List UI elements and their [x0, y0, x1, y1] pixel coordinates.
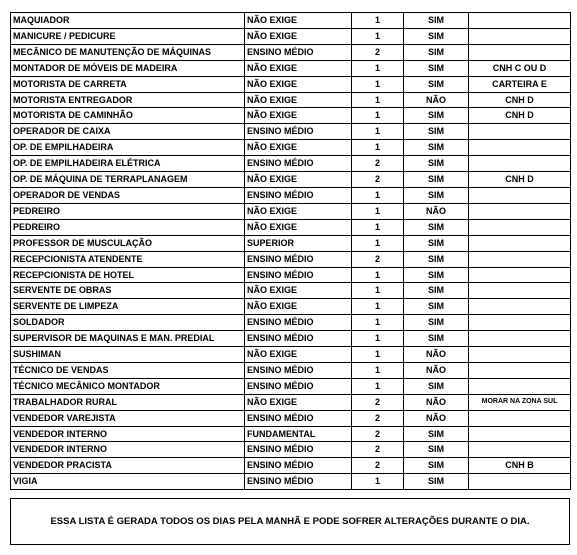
- experience-cell: NÃO: [404, 347, 469, 363]
- requirement-cell: [469, 362, 571, 378]
- table-row: [11, 442, 571, 458]
- education-cell: NÃO EXIGE: [245, 92, 352, 108]
- experience-cell: SIM: [404, 60, 469, 76]
- vacancies-cell: 2: [352, 394, 404, 410]
- experience-cell: SIM: [404, 44, 469, 60]
- vacancies-cell: 1: [352, 92, 404, 108]
- vacancies-cell: 2: [352, 410, 404, 426]
- job-title-cell: MANICURE / PEDICURE: [11, 28, 245, 44]
- requirement-cell: [469, 203, 571, 219]
- table-row: [11, 203, 571, 219]
- job-title-cell: VENDEDOR PRACISTA: [11, 458, 245, 474]
- education-cell: NÃO EXIGE: [245, 140, 352, 156]
- requirement-cell: [469, 124, 571, 140]
- table-row: [11, 458, 571, 474]
- vacancies-cell: 1: [352, 108, 404, 124]
- table-row: [11, 28, 571, 44]
- table-row: [11, 140, 571, 156]
- education-cell: ENSINO MÉDIO: [245, 156, 352, 172]
- education-cell: ENSINO MÉDIO: [245, 44, 352, 60]
- education-cell: ENSINO MÉDIO: [245, 442, 352, 458]
- experience-cell: SIM: [404, 426, 469, 442]
- vacancies-cell: 1: [352, 315, 404, 331]
- vacancies-cell: 2: [352, 251, 404, 267]
- vacancies-cell: 2: [352, 442, 404, 458]
- table-row: [11, 156, 571, 172]
- requirement-cell: [469, 315, 571, 331]
- education-cell: ENSINO MÉDIO: [245, 267, 352, 283]
- vacancies-cell: 1: [352, 28, 404, 44]
- education-cell: FUNDAMENTAL: [245, 426, 352, 442]
- job-title-cell: VIGIA: [11, 474, 245, 490]
- requirement-cell: [469, 251, 571, 267]
- vacancies-cell: 1: [352, 219, 404, 235]
- job-title-cell: SUSHIMAN: [11, 347, 245, 363]
- requirement-cell: CARTEIRA E: [469, 76, 571, 92]
- education-cell: NÃO EXIGE: [245, 172, 352, 188]
- requirement-cell: [469, 235, 571, 251]
- vacancies-cell: 1: [352, 60, 404, 76]
- education-cell: ENSINO MÉDIO: [245, 378, 352, 394]
- requirement-cell: [469, 410, 571, 426]
- job-title-cell: MOTORISTA DE CARRETA: [11, 76, 245, 92]
- vacancies-cell: 1: [352, 203, 404, 219]
- experience-cell: SIM: [404, 442, 469, 458]
- job-title-cell: PROFESSOR DE MUSCULAÇÃO: [11, 235, 245, 251]
- requirement-cell: [469, 28, 571, 44]
- experience-cell: SIM: [404, 13, 469, 29]
- education-cell: NÃO EXIGE: [245, 299, 352, 315]
- job-title-cell: TÉCNICO DE VENDAS: [11, 362, 245, 378]
- experience-cell: NÃO: [404, 92, 469, 108]
- table-row: [11, 267, 571, 283]
- experience-cell: SIM: [404, 187, 469, 203]
- job-title-cell: VENDEDOR INTERNO: [11, 442, 245, 458]
- vacancies-cell: 1: [352, 76, 404, 92]
- table-row: [11, 426, 571, 442]
- requirement-cell: CNH D: [469, 92, 571, 108]
- table-row: [11, 44, 571, 60]
- experience-cell: SIM: [404, 28, 469, 44]
- experience-cell: NÃO: [404, 394, 469, 410]
- requirement-cell: [469, 219, 571, 235]
- experience-cell: SIM: [404, 299, 469, 315]
- education-cell: NÃO EXIGE: [245, 13, 352, 29]
- experience-cell: SIM: [404, 251, 469, 267]
- job-title-cell: MAQUIADOR: [11, 13, 245, 29]
- job-title-cell: OPERADOR DE VENDAS: [11, 187, 245, 203]
- experience-cell: SIM: [404, 458, 469, 474]
- vacancies-cell: 2: [352, 458, 404, 474]
- table-row: [11, 124, 571, 140]
- vacancies-cell: 1: [352, 267, 404, 283]
- requirement-cell: [469, 442, 571, 458]
- table-row: [11, 362, 571, 378]
- requirement-cell: CNH D: [469, 108, 571, 124]
- requirement-cell: [469, 44, 571, 60]
- table-row: [11, 347, 571, 363]
- table-row: [11, 92, 571, 108]
- requirement-cell: [469, 187, 571, 203]
- job-title-cell: MOTORISTA DE CAMINHÃO: [11, 108, 245, 124]
- table-row: [11, 219, 571, 235]
- requirement-cell: [469, 156, 571, 172]
- education-cell: NÃO EXIGE: [245, 76, 352, 92]
- job-title-cell: PEDREIRO: [11, 219, 245, 235]
- vacancies-cell: 2: [352, 426, 404, 442]
- education-cell: ENSINO MÉDIO: [245, 362, 352, 378]
- job-list-sheet: [10, 12, 570, 490]
- vacancies-cell: 1: [352, 347, 404, 363]
- education-cell: ENSINO MÉDIO: [245, 251, 352, 267]
- education-cell: ENSINO MÉDIO: [245, 331, 352, 347]
- education-cell: NÃO EXIGE: [245, 108, 352, 124]
- requirement-cell: CNH C OU D: [469, 60, 571, 76]
- requirement-cell: CNH B: [469, 458, 571, 474]
- experience-cell: SIM: [404, 219, 469, 235]
- job-title-cell: VENDEDOR INTERNO: [11, 426, 245, 442]
- footer-note-box: [10, 498, 570, 545]
- vacancies-cell: 1: [352, 187, 404, 203]
- vacancies-cell: 1: [352, 474, 404, 490]
- table-row: [11, 315, 571, 331]
- education-cell: ENSINO MÉDIO: [245, 124, 352, 140]
- job-title-cell: TRABALHADOR RURAL: [11, 394, 245, 410]
- education-cell: NÃO EXIGE: [245, 28, 352, 44]
- vacancies-cell: 2: [352, 44, 404, 60]
- requirement-cell: [469, 140, 571, 156]
- vacancies-cell: 1: [352, 13, 404, 29]
- requirement-cell: [469, 474, 571, 490]
- job-vacancies-table: [10, 12, 571, 490]
- table-row: [11, 394, 571, 410]
- vacancies-cell: 1: [352, 124, 404, 140]
- job-title-cell: OP. DE EMPILHADEIRA ELÉTRICA: [11, 156, 245, 172]
- vacancies-cell: 1: [352, 235, 404, 251]
- job-title-cell: OP. DE EMPILHADEIRA: [11, 140, 245, 156]
- job-title-cell: SERVENTE DE OBRAS: [11, 283, 245, 299]
- job-title-cell: SUPERVISOR DE MAQUINAS E MAN. PREDIAL: [11, 331, 245, 347]
- footer-note: ESSA LISTA É GERADA TODOS OS DIAS PELA MANHÃ E PODE SOFRER ALTERAÇÕES DURANTE O DIA.: [50, 516, 530, 527]
- education-cell: NÃO EXIGE: [245, 394, 352, 410]
- table-row: [11, 235, 571, 251]
- requirement-cell: [469, 331, 571, 347]
- education-cell: SUPERIOR: [245, 235, 352, 251]
- job-title-cell: OPERADOR DE CAIXA: [11, 124, 245, 140]
- vacancies-cell: 1: [352, 362, 404, 378]
- job-title-cell: OP. DE MÁQUINA DE TERRAPLANAGEM: [11, 172, 245, 188]
- education-cell: NÃO EXIGE: [245, 203, 352, 219]
- experience-cell: SIM: [404, 108, 469, 124]
- requirement-cell: [469, 426, 571, 442]
- table-row: [11, 299, 571, 315]
- requirement-cell: CNH D: [469, 172, 571, 188]
- table-row: [11, 60, 571, 76]
- experience-cell: NÃO: [404, 203, 469, 219]
- job-title-cell: MOTORISTA ENTREGADOR: [11, 92, 245, 108]
- education-cell: ENSINO MÉDIO: [245, 458, 352, 474]
- vacancies-cell: 1: [352, 331, 404, 347]
- job-title-cell: PEDREIRO: [11, 203, 245, 219]
- vacancies-cell: 1: [352, 378, 404, 394]
- job-title-cell: MONTADOR DE MÓVEIS DE MADEIRA: [11, 60, 245, 76]
- requirement-cell: [469, 378, 571, 394]
- job-title-cell: SERVENTE DE LIMPEZA: [11, 299, 245, 315]
- education-cell: ENSINO MÉDIO: [245, 187, 352, 203]
- requirement-cell: [469, 299, 571, 315]
- table-row: [11, 13, 571, 29]
- experience-cell: SIM: [404, 378, 469, 394]
- requirement-cell: [469, 267, 571, 283]
- job-title-cell: RECEPCIONISTA DE HOTEL: [11, 267, 245, 283]
- experience-cell: SIM: [404, 315, 469, 331]
- experience-cell: NÃO: [404, 410, 469, 426]
- job-title-cell: VENDEDOR VAREJISTA: [11, 410, 245, 426]
- education-cell: NÃO EXIGE: [245, 219, 352, 235]
- job-title-cell: RECEPCIONISTA ATENDENTE: [11, 251, 245, 267]
- table-row: [11, 410, 571, 426]
- experience-cell: SIM: [404, 156, 469, 172]
- experience-cell: SIM: [404, 331, 469, 347]
- table-row: [11, 108, 571, 124]
- vacancies-cell: 2: [352, 156, 404, 172]
- experience-cell: SIM: [404, 76, 469, 92]
- requirement-cell: MORAR NA ZONA SUL: [469, 394, 571, 410]
- education-cell: NÃO EXIGE: [245, 283, 352, 299]
- table-row: [11, 474, 571, 490]
- vacancies-cell: 1: [352, 283, 404, 299]
- requirement-cell: [469, 13, 571, 29]
- table-row: [11, 331, 571, 347]
- education-cell: NÃO EXIGE: [245, 60, 352, 76]
- table-row: [11, 251, 571, 267]
- experience-cell: NÃO: [404, 362, 469, 378]
- vacancies-cell: 1: [352, 299, 404, 315]
- table-row: [11, 76, 571, 92]
- experience-cell: SIM: [404, 172, 469, 188]
- experience-cell: SIM: [404, 267, 469, 283]
- table-row: [11, 283, 571, 299]
- education-cell: NÃO EXIGE: [245, 347, 352, 363]
- table-row: [11, 172, 571, 188]
- job-title-cell: TÉCNICO MECÂNICO MONTADOR: [11, 378, 245, 394]
- education-cell: ENSINO MÉDIO: [245, 315, 352, 331]
- experience-cell: SIM: [404, 140, 469, 156]
- requirement-cell: [469, 347, 571, 363]
- experience-cell: SIM: [404, 124, 469, 140]
- job-title-cell: MECÂNICO DE MANUTENÇÃO DE MÁQUINAS: [11, 44, 245, 60]
- vacancies-cell: 2: [352, 172, 404, 188]
- experience-cell: SIM: [404, 235, 469, 251]
- education-cell: ENSINO MÉDIO: [245, 474, 352, 490]
- requirement-cell: [469, 283, 571, 299]
- experience-cell: SIM: [404, 283, 469, 299]
- table-row: [11, 187, 571, 203]
- job-title-cell: SOLDADOR: [11, 315, 245, 331]
- experience-cell: SIM: [404, 474, 469, 490]
- education-cell: ENSINO MÉDIO: [245, 410, 352, 426]
- vacancies-cell: 1: [352, 140, 404, 156]
- table-row: [11, 378, 571, 394]
